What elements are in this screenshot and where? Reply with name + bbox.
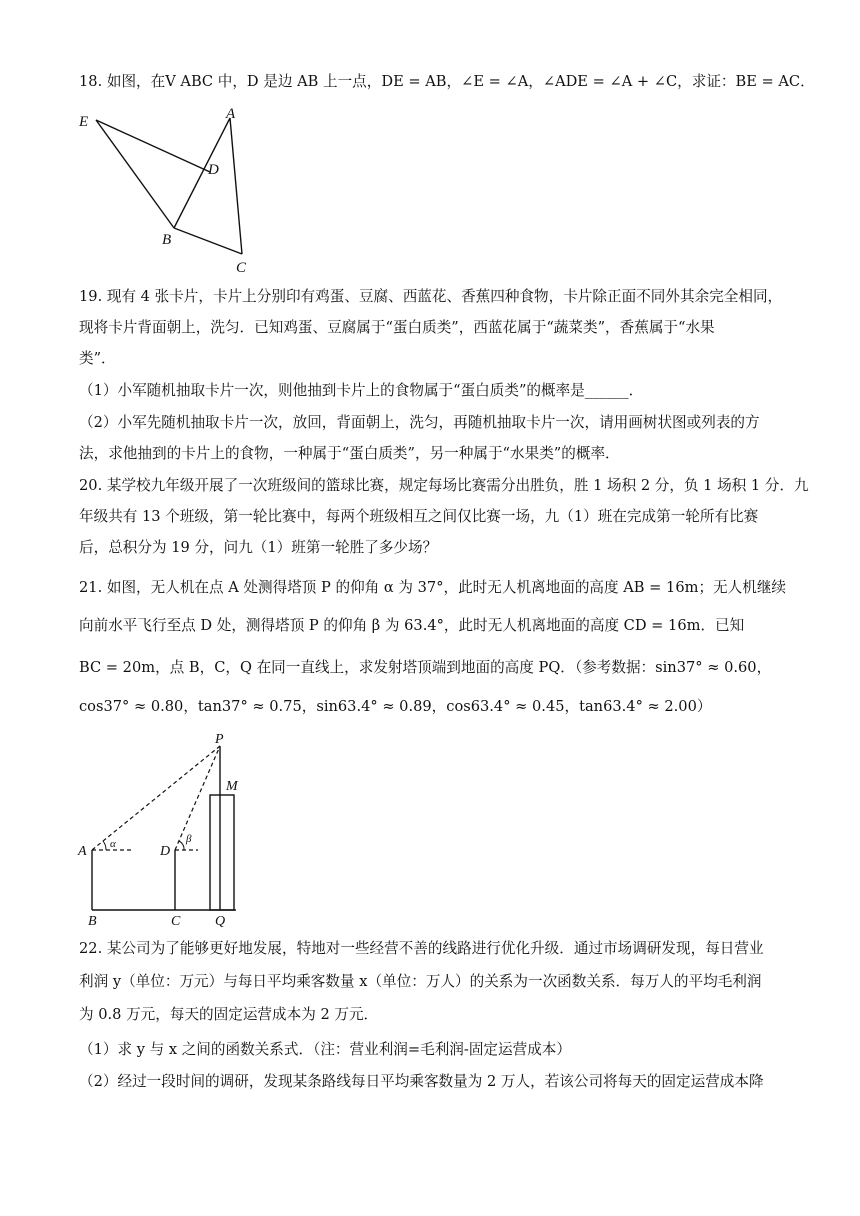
q22-line-2: 利润 y（单位：万元）与每日平均乘客数量 x（单位：万人）的关系为一次函数关系．每万人的平均毛利润 [79, 973, 762, 990]
sight-line-DP [175, 746, 220, 850]
segment-AB [174, 118, 230, 228]
label-M: M [226, 779, 238, 794]
label-B: B [88, 914, 97, 928]
label-D: D [208, 162, 219, 178]
q18-triangle-figure [76, 102, 266, 278]
q22-part-2: （2）经过一段时间的调研，发现某条路线每日平均乘客数量为 2 万人，若该公司将每天的固定运营成本降 [79, 1073, 764, 1090]
q22-line-3: 为 0.8 万元，每天的固定运营成本为 2 万元． [79, 1006, 379, 1023]
q18-text: 18. 如图，在V ABC 中，D 是边 AB 上一点，DE = AB，∠E = ∠A，∠ADE = ∠A + ∠C，求证：BE = AC． [79, 73, 815, 90]
q19-part-2-line-1: （2）小军先随机抽取卡片一次，放回，背面朝上，洗匀，再随机抽取卡片一次，请用画树状图或列表的方 [79, 414, 760, 431]
label-beta: β [186, 833, 192, 845]
label-P: P [215, 732, 224, 747]
q19-line-2: 现将卡片背面朝上，洗匀．已知鸡蛋、豆腐属于“蛋白质类”，西蓝花属于“蔬菜类”，香蕉属于“水果 [79, 319, 715, 336]
label-alpha: α [110, 838, 116, 850]
segment-ED [96, 120, 210, 172]
q22-part-1: （1）求 y 与 x 之间的函数关系式．（注：营业利润=毛利润-固定运营成本） [79, 1041, 571, 1058]
segment-AC [230, 118, 242, 254]
tower-rect [210, 795, 234, 910]
label-D: D [160, 844, 171, 859]
q19-part-1: （1）小军随机抽取卡片一次，则他抽到卡片上的食物属于“蛋白质类”的概率是______． [79, 382, 644, 399]
q21-line-3: BC = 20m，点 B，C，Q 在同一直线上，求发射塔顶端到地面的高度 PQ．（参考数据：sin37° ≈ 0.60， [79, 659, 772, 676]
sight-line-AP [92, 746, 220, 850]
segment-EB [96, 120, 174, 228]
q21-line-2: 向前水平飞行至点 D 处，测得塔顶 P 的仰角 β 为 63.4°，此时无人机离地面的高度 CD = 16m．已知 [79, 617, 745, 634]
q20-line-3: 后，总积分为 19 分，问九（1）班第一轮胜了多少场？ [79, 539, 438, 556]
q21-drone-tower-figure [76, 728, 256, 928]
label-E: E [79, 114, 89, 130]
label-Q: Q [215, 914, 226, 928]
q19-line-1: 19. 现有 4 张卡片，卡片上分别印有鸡蛋、豆腐、西蓝花、香蕉四种食物，卡片除正面不同外其余完全相同， [79, 288, 783, 305]
q19-line-3: 类”． [79, 350, 116, 367]
segment-BC [174, 228, 242, 254]
label-C: C [171, 914, 181, 928]
q20-line-2: 年级共有 13 个班级，第一轮比赛中，每两个班级相互之间仅比赛一场，九（1）班在完成第一轮所有比赛 [79, 508, 759, 525]
angle-alpha-arc [103, 841, 106, 850]
q19-part-2-line-2: 法，求他抽到的卡片上的食物，一种属于“蛋白质类”，另一种属于“水果类”的概率． [79, 445, 620, 462]
label-A: A [78, 844, 87, 859]
q20-line-1: 20. 某学校九年级开展了一次班级间的篮球比赛，规定每场比赛需分出胜负，胜 1 场积 2 分，负 1 场积 1 分．九 [79, 477, 809, 494]
q21-line-1: 21. 如图，无人机在点 A 处测得塔顶 P 的仰角 α 为 37°，此时无人机离地面的高度 AB = 16m；无人机继续 [79, 579, 787, 596]
label-B: B [162, 232, 172, 248]
label-C: C [236, 260, 247, 276]
label-A: A [226, 106, 236, 122]
q22-line-1: 22. 某公司为了能够更好地发展，特地对一些经营不善的线路进行优化升级．通过市场调研发现，每日营业 [79, 940, 764, 957]
angle-beta-arc [179, 841, 184, 850]
q21-line-4: cos37° ≈ 0.80，tan37° ≈ 0.75，sin63.4° ≈ 0.89，cos63.4° ≈ 0.45，tan63.4° ≈ 2.00） [79, 698, 712, 715]
